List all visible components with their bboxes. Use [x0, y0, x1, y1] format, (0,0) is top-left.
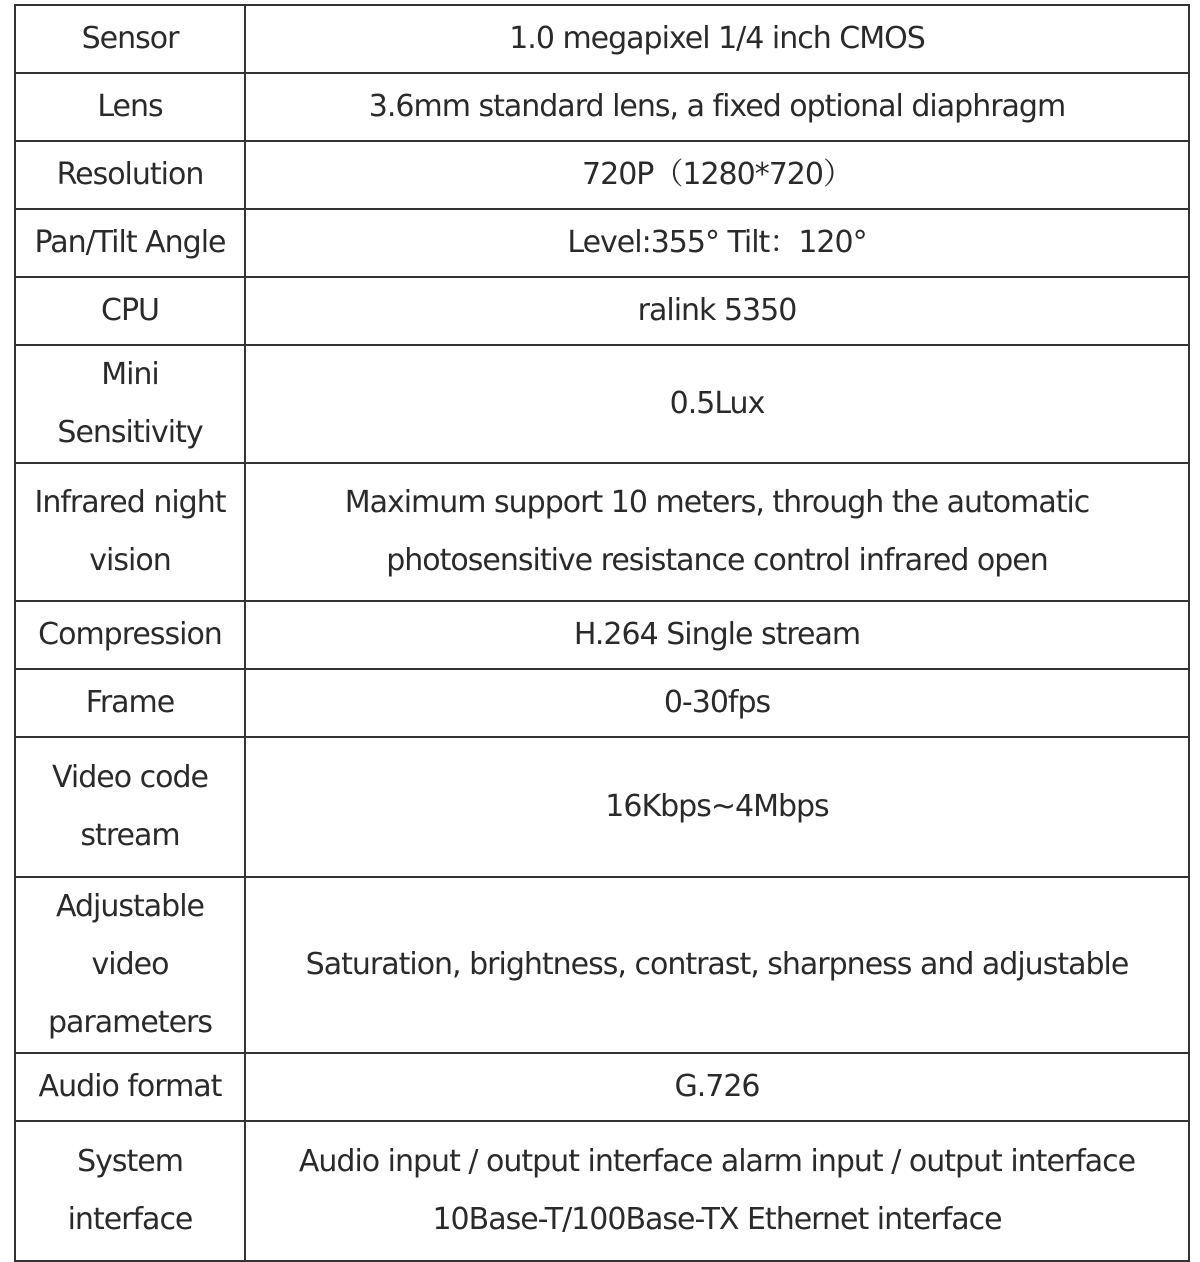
spec-label: Pan/Tilt Angle — [15, 209, 245, 277]
spec-label: Sensor — [15, 5, 245, 73]
spec-label: Infrared night vision — [15, 463, 245, 601]
spec-value: 0-30fps — [245, 669, 1189, 737]
table-row — [15, 463, 1189, 601]
table-row — [15, 877, 1189, 1053]
table-row — [15, 601, 1189, 669]
table-row — [15, 737, 1189, 877]
spec-label: Audio format — [15, 1053, 245, 1121]
spec-label: Video code stream — [15, 737, 245, 877]
spec-label: Resolution — [15, 141, 245, 209]
spec-label: Lens — [15, 73, 245, 141]
spec-value: 1.0 megapixel 1/4 inch CMOS — [245, 5, 1189, 73]
spec-value: Saturation, brightness, contrast, sharpness and adjustable — [245, 877, 1189, 1053]
table-row — [15, 1053, 1189, 1121]
spec-value: G.726 — [245, 1053, 1189, 1121]
spec-value: 720P（1280*720） — [245, 141, 1189, 209]
table-row — [15, 141, 1189, 209]
spec-label: Compression — [15, 601, 245, 669]
spec-value: ralink 5350 — [245, 277, 1189, 345]
spec-value: Maximum support 10 meters, through the automatic photosensitive resistance control infrared open — [245, 463, 1189, 601]
table-row — [15, 209, 1189, 277]
spec-label: Adjustable video parameters — [15, 877, 245, 1053]
spec-label: Mini Sensitivity — [15, 345, 245, 463]
table-row — [15, 5, 1189, 73]
spec-label: Frame — [15, 669, 245, 737]
spec-label: CPU — [15, 277, 245, 345]
table-row — [15, 1121, 1189, 1261]
table-row — [15, 73, 1189, 141]
spec-value: 3.6mm standard lens, a fixed optional diaphragm — [245, 73, 1189, 141]
table-row — [15, 277, 1189, 345]
table-row — [15, 345, 1189, 463]
spec-value: 0.5Lux — [245, 345, 1189, 463]
spec-label: System interface — [15, 1121, 245, 1261]
spec-table — [14, 4, 1190, 1262]
spec-value: H.264 Single stream — [245, 601, 1189, 669]
spec-value: Level:355° Tilt：120° — [245, 209, 1189, 277]
spec-value: Audio input / output interface alarm input / output interface 10Base-T/100Base-TX Ethernet interface — [245, 1121, 1189, 1261]
table-row — [15, 669, 1189, 737]
spec-value: 16Kbps~4Mbps — [245, 737, 1189, 877]
